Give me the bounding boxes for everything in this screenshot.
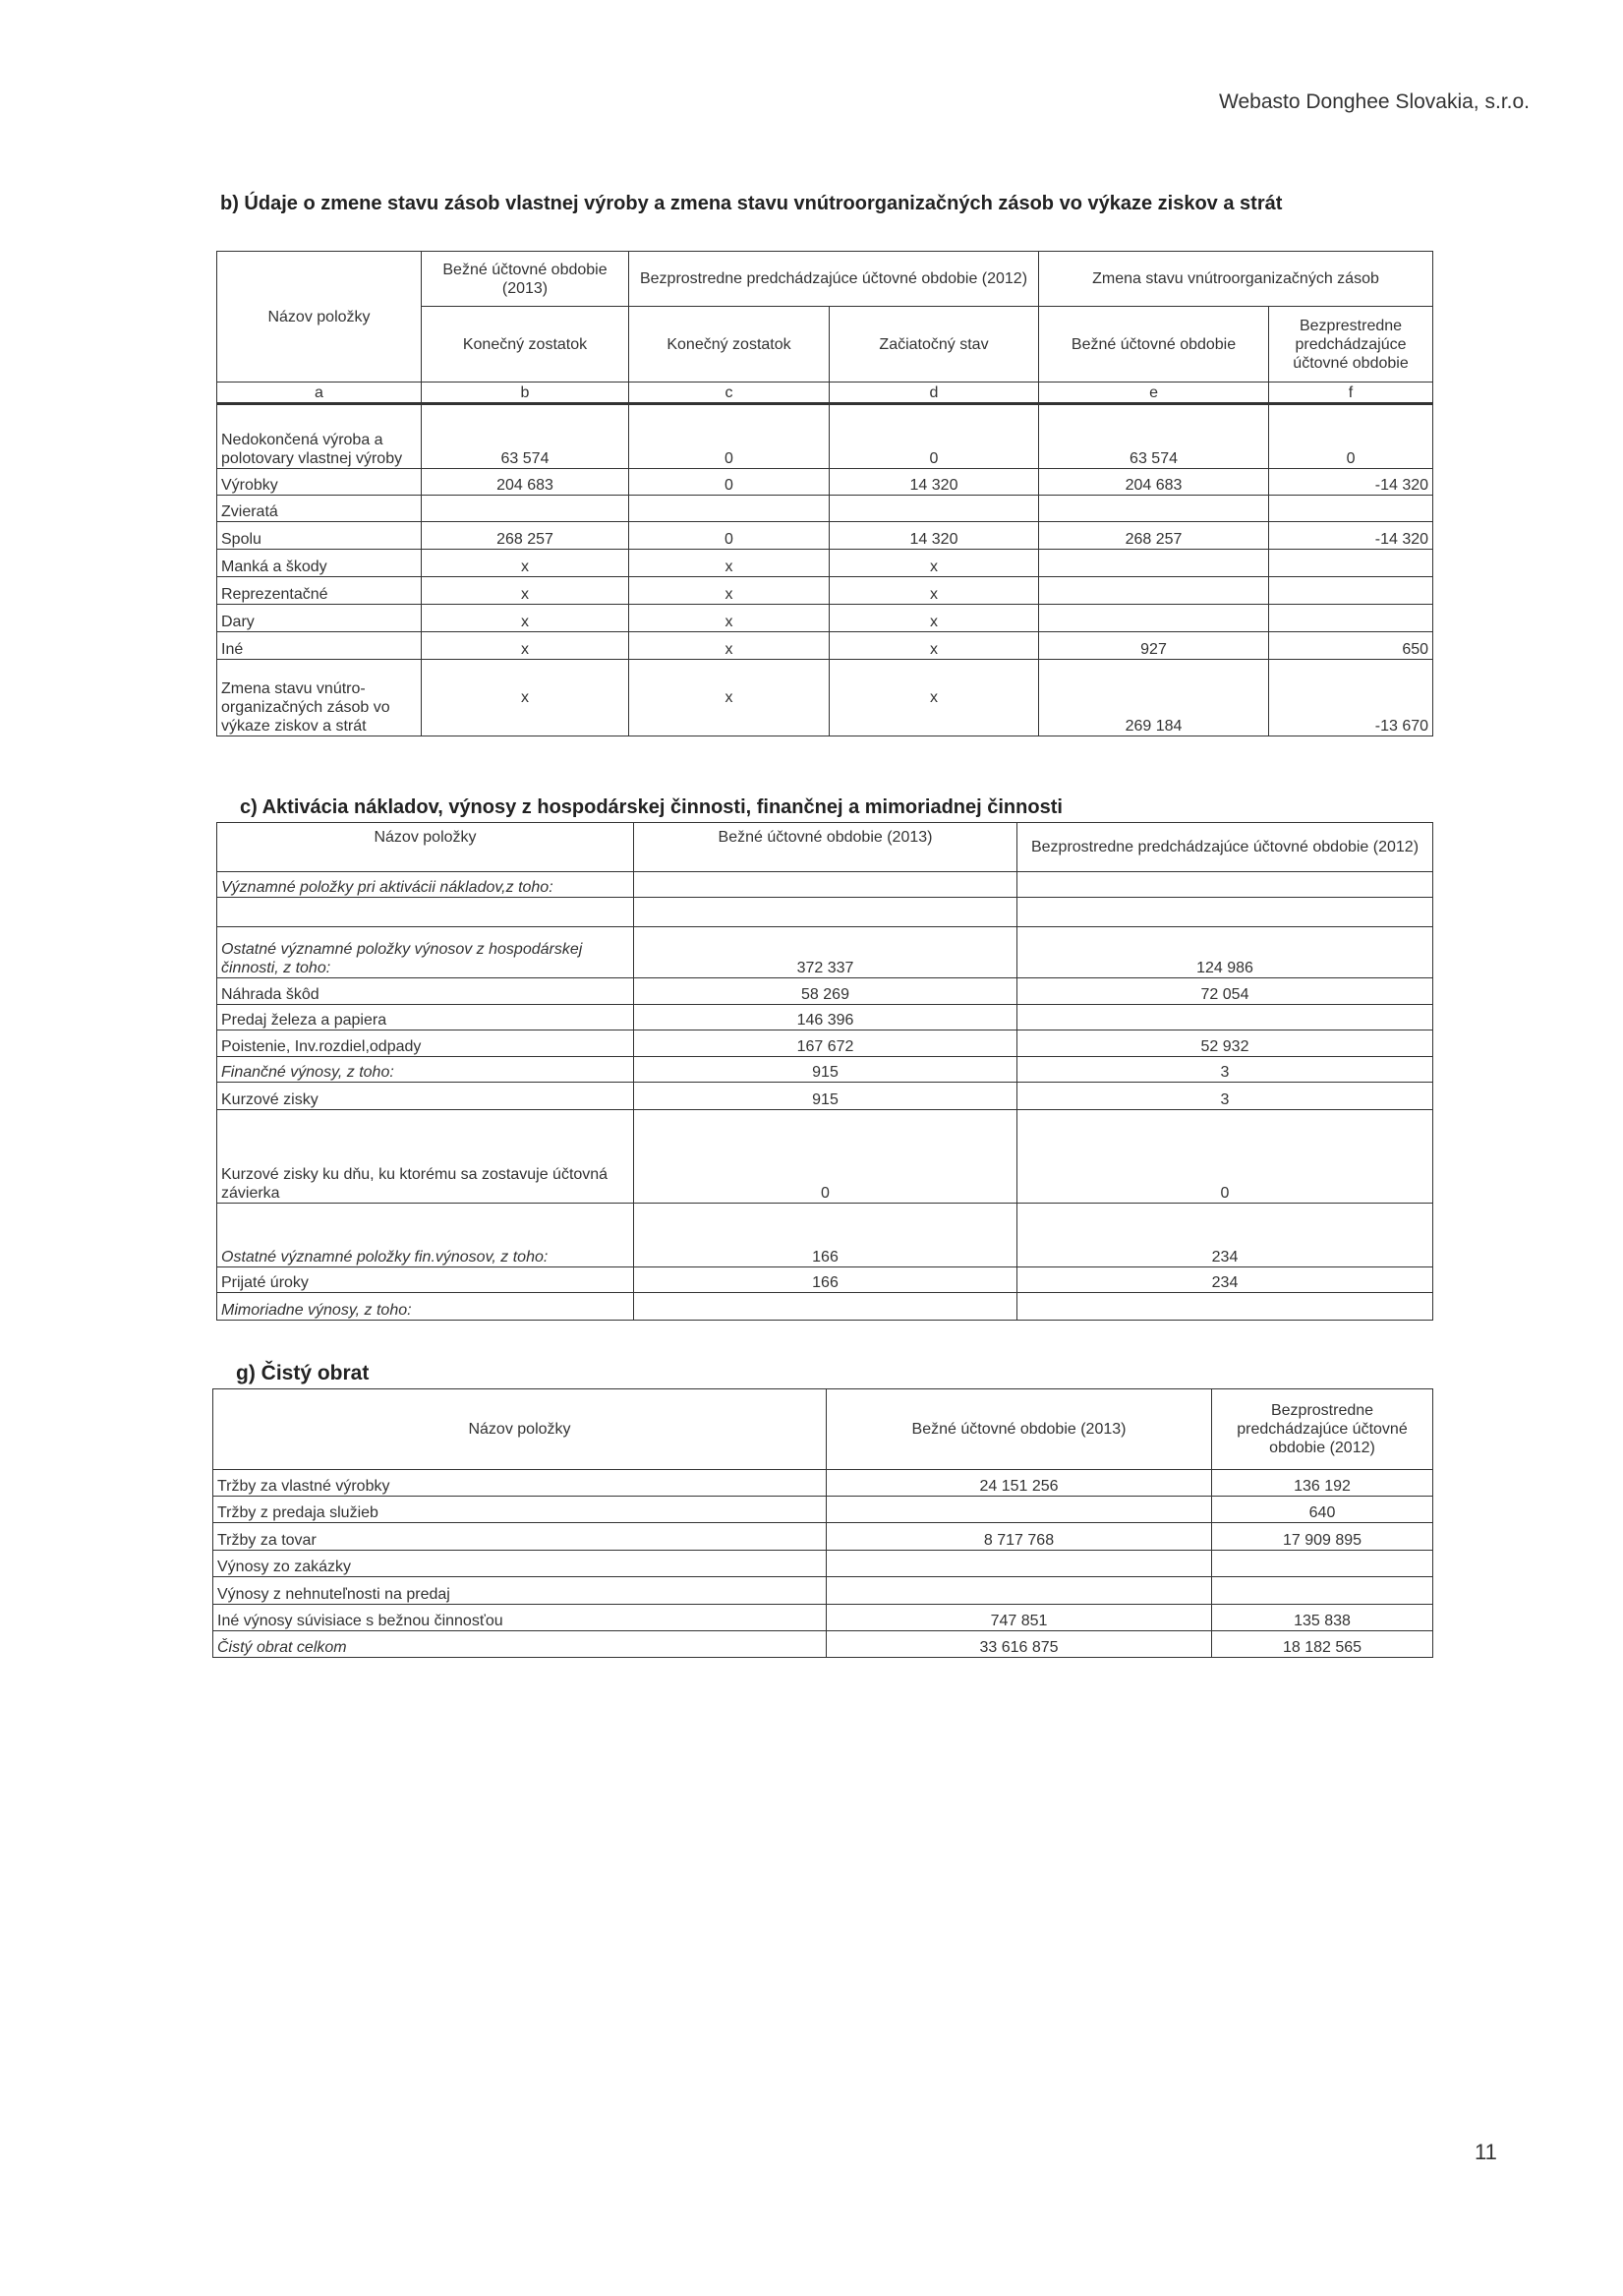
cell-e: 268 257 bbox=[1039, 522, 1269, 550]
row-name: Nedokončená výroba a polotovary vlastnej výroby bbox=[217, 404, 422, 469]
header-change: Zmena stavu vnútroorganizačných zásob bbox=[1039, 252, 1433, 307]
income-table bbox=[216, 822, 1433, 1321]
header-opening-balance: Začiatočný stav bbox=[830, 307, 1039, 383]
table-row bbox=[213, 1523, 1433, 1551]
cell-current: 372 337 bbox=[634, 927, 1017, 978]
cell-e: 204 683 bbox=[1039, 469, 1269, 496]
cell-current: 915 bbox=[634, 1083, 1017, 1110]
column-letter: f bbox=[1269, 383, 1433, 404]
column-letter: b bbox=[422, 383, 629, 404]
table-row bbox=[217, 577, 1433, 605]
table-row bbox=[213, 1605, 1433, 1631]
table-row bbox=[213, 1497, 1433, 1523]
row-name: Náhrada škôd bbox=[217, 978, 634, 1005]
cell-d: x bbox=[830, 660, 1039, 736]
cell-f: -14 320 bbox=[1269, 522, 1433, 550]
cell-b: x bbox=[422, 660, 629, 736]
row-name: Ostatné významné položky fin.výnosov, z toho: bbox=[217, 1204, 634, 1267]
cell-b: 63 574 bbox=[422, 404, 629, 469]
cell-prev bbox=[1017, 1005, 1433, 1030]
row-name: Iné výnosy súvisiace s bežnou činnosťou bbox=[213, 1605, 827, 1631]
row-name: Výrobky bbox=[217, 469, 422, 496]
cell-prev: 640 bbox=[1212, 1497, 1433, 1523]
row-name: Dary bbox=[217, 605, 422, 632]
header-change-prev: Bezprestredne predchádzajúce účtovné obdobie bbox=[1269, 307, 1433, 383]
cell-c: 0 bbox=[629, 404, 830, 469]
header-final-balance-c: Konečný zostatok bbox=[629, 307, 830, 383]
table-row bbox=[217, 927, 1433, 978]
cell-prev: 17 909 895 bbox=[1212, 1523, 1433, 1551]
cell-prev: 52 932 bbox=[1017, 1030, 1433, 1057]
cell-prev: 3 bbox=[1017, 1057, 1433, 1083]
cell-current: 167 672 bbox=[634, 1030, 1017, 1057]
cell-d: x bbox=[830, 632, 1039, 660]
cell-c: 0 bbox=[629, 469, 830, 496]
cell-f: 0 bbox=[1269, 404, 1433, 469]
cell-f bbox=[1269, 577, 1433, 605]
cell-prev bbox=[1017, 898, 1433, 927]
cell-f bbox=[1269, 605, 1433, 632]
row-name: Výnosy z nehnuteľnosti na predaj bbox=[213, 1577, 827, 1605]
cell-c: 0 bbox=[629, 522, 830, 550]
header-final-balance-b: Konečný zostatok bbox=[422, 307, 629, 383]
row-name: Reprezentačné bbox=[217, 577, 422, 605]
section-c-title: c) Aktivácia nákladov, výnosy z hospodárskej činnosti, finančnej a mimoriadnej činnosti bbox=[240, 796, 1063, 818]
company-name: Webasto Donghee Slovakia, s.r.o. bbox=[1219, 90, 1530, 113]
cell-d: 14 320 bbox=[830, 469, 1039, 496]
table-row bbox=[217, 660, 1433, 736]
cell-c: x bbox=[629, 632, 830, 660]
cell-prev: 234 bbox=[1017, 1204, 1433, 1267]
cell-prev bbox=[1017, 1293, 1433, 1321]
table-row bbox=[213, 1470, 1433, 1497]
cell-current: 166 bbox=[634, 1204, 1017, 1267]
cell-f: -14 320 bbox=[1269, 469, 1433, 496]
table-row bbox=[217, 1110, 1433, 1204]
cell-d: x bbox=[830, 577, 1039, 605]
row-name: Mimoriadne výnosy, z toho: bbox=[217, 1293, 634, 1321]
cell-current bbox=[827, 1577, 1212, 1605]
cell-prev bbox=[1017, 872, 1433, 898]
cell-e: 63 574 bbox=[1039, 404, 1269, 469]
cell-d bbox=[830, 496, 1039, 522]
header-current: Bežné účtovné obdobie (2013) bbox=[827, 1389, 1212, 1470]
header-change-current: Bežné účtovné obdobie bbox=[1039, 307, 1269, 383]
table-row bbox=[217, 898, 1433, 927]
inventory-change-table bbox=[216, 251, 1433, 736]
cell-prev: 124 986 bbox=[1017, 927, 1433, 978]
cell-f bbox=[1269, 496, 1433, 522]
cell-e bbox=[1039, 496, 1269, 522]
cell-prev: 18 182 565 bbox=[1212, 1631, 1433, 1658]
cell-f: 650 bbox=[1269, 632, 1433, 660]
row-name: Poistenie, Inv.rozdiel,odpady bbox=[217, 1030, 634, 1057]
row-name: Čistý obrat celkom bbox=[213, 1631, 827, 1658]
cell-f bbox=[1269, 550, 1433, 577]
cell-e: 927 bbox=[1039, 632, 1269, 660]
cell-current: 166 bbox=[634, 1267, 1017, 1293]
header-name: Názov položky bbox=[217, 252, 422, 383]
table-row bbox=[217, 469, 1433, 496]
header-current: Bežné účtovné obdobie (2013) bbox=[634, 823, 1017, 872]
cell-current: 915 bbox=[634, 1057, 1017, 1083]
table-row bbox=[217, 872, 1433, 898]
row-name: Tržby z predaja služieb bbox=[213, 1497, 827, 1523]
cell-d: 0 bbox=[830, 404, 1039, 469]
cell-d: x bbox=[830, 605, 1039, 632]
cell-current bbox=[634, 1293, 1017, 1321]
cell-prev: 3 bbox=[1017, 1083, 1433, 1110]
net-turnover-table bbox=[212, 1388, 1433, 1658]
column-letter: a bbox=[217, 383, 422, 404]
cell-b: x bbox=[422, 550, 629, 577]
header-current-period: Bežné účtovné obdobie (2013) bbox=[422, 252, 629, 307]
header-prev-period: Bezprostredne predchádzajúce účtovné obdobie (2012) bbox=[629, 252, 1039, 307]
row-name: Spolu bbox=[217, 522, 422, 550]
row-name: Kurzové zisky bbox=[217, 1083, 634, 1110]
cell-c: x bbox=[629, 660, 830, 736]
table-row bbox=[217, 496, 1433, 522]
cell-c: x bbox=[629, 577, 830, 605]
table-row bbox=[213, 1577, 1433, 1605]
row-name: Predaj železa a papiera bbox=[217, 1005, 634, 1030]
cell-current: 24 151 256 bbox=[827, 1470, 1212, 1497]
row-name: Tržby za tovar bbox=[213, 1523, 827, 1551]
cell-b: 204 683 bbox=[422, 469, 629, 496]
cell-d: 14 320 bbox=[830, 522, 1039, 550]
cell-prev: 135 838 bbox=[1212, 1605, 1433, 1631]
row-name: Tržby za vlastné výrobky bbox=[213, 1470, 827, 1497]
table-row bbox=[217, 605, 1433, 632]
row-name: Finančné výnosy, z toho: bbox=[217, 1057, 634, 1083]
cell-b: x bbox=[422, 605, 629, 632]
cell-c: x bbox=[629, 550, 830, 577]
cell-b: 268 257 bbox=[422, 522, 629, 550]
section-g-title: g) Čistý obrat bbox=[236, 1362, 370, 1384]
cell-current bbox=[634, 872, 1017, 898]
header-prev: Bezprostredne predchádzajúce účtovné obdobie (2012) bbox=[1212, 1389, 1433, 1470]
table-row bbox=[217, 1057, 1433, 1083]
cell-e: 269 184 bbox=[1039, 660, 1269, 736]
column-letter: e bbox=[1039, 383, 1269, 404]
cell-current: 8 717 768 bbox=[827, 1523, 1212, 1551]
table-row bbox=[217, 522, 1433, 550]
cell-prev: 234 bbox=[1017, 1267, 1433, 1293]
cell-c bbox=[629, 496, 830, 522]
cell-f: -13 670 bbox=[1269, 660, 1433, 736]
table-row bbox=[213, 1551, 1433, 1577]
cell-current: 146 396 bbox=[634, 1005, 1017, 1030]
row-name: Zmena stavu vnútro-organizačných zásob vo výkaze ziskov a strát bbox=[217, 660, 422, 736]
cell-e bbox=[1039, 577, 1269, 605]
cell-current bbox=[827, 1551, 1212, 1577]
cell-current: 58 269 bbox=[634, 978, 1017, 1005]
table-row bbox=[217, 1083, 1433, 1110]
cell-prev: 72 054 bbox=[1017, 978, 1433, 1005]
cell-current: 33 616 875 bbox=[827, 1631, 1212, 1658]
row-name: Zvieratá bbox=[217, 496, 422, 522]
row-name: Iné bbox=[217, 632, 422, 660]
table-row bbox=[217, 1030, 1433, 1057]
cell-prev bbox=[1212, 1551, 1433, 1577]
header-prev: Bezprostredne predchádzajúce účtovné obdobie (2012) bbox=[1017, 823, 1433, 872]
page-number: 11 bbox=[1475, 2140, 1497, 2164]
row-name: Manká a škody bbox=[217, 550, 422, 577]
table-row bbox=[217, 1267, 1433, 1293]
cell-current bbox=[827, 1497, 1212, 1523]
cell-prev: 136 192 bbox=[1212, 1470, 1433, 1497]
table-row bbox=[217, 632, 1433, 660]
table-row bbox=[217, 550, 1433, 577]
cell-c: x bbox=[629, 605, 830, 632]
cell-current: 0 bbox=[634, 1110, 1017, 1204]
section-b-title: b) Údaje o zmene stavu zásob vlastnej výroby a zmena stavu vnútroorganizačných zásob vo výkaze ziskov a strát bbox=[220, 193, 1283, 214]
cell-b: x bbox=[422, 632, 629, 660]
row-name: Výnosy zo zakázky bbox=[213, 1551, 827, 1577]
column-letter: d bbox=[830, 383, 1039, 404]
column-letter: c bbox=[629, 383, 830, 404]
cell-d: x bbox=[830, 550, 1039, 577]
cell-b bbox=[422, 496, 629, 522]
table-row bbox=[217, 978, 1433, 1005]
header-name: Názov položky bbox=[217, 823, 634, 872]
row-name: Kurzové zisky ku dňu, ku ktorému sa zostavuje účtovná závierka bbox=[217, 1110, 634, 1204]
row-name: Prijaté úroky bbox=[217, 1267, 634, 1293]
table-row bbox=[217, 1005, 1433, 1030]
row-name: Ostatné významné položky výnosov z hospodárskej činnosti, z toho: bbox=[217, 927, 634, 978]
cell-prev: 0 bbox=[1017, 1110, 1433, 1204]
table-row bbox=[213, 1631, 1433, 1658]
row-name bbox=[217, 898, 634, 927]
header-name: Názov položky bbox=[213, 1389, 827, 1470]
row-name: Významné položky pri aktivácii nákladov,z toho: bbox=[217, 872, 634, 898]
cell-e bbox=[1039, 550, 1269, 577]
cell-prev bbox=[1212, 1577, 1433, 1605]
table-row bbox=[217, 1293, 1433, 1321]
cell-current bbox=[634, 898, 1017, 927]
cell-b: x bbox=[422, 577, 629, 605]
cell-e bbox=[1039, 605, 1269, 632]
table-row bbox=[217, 404, 1433, 469]
table-row bbox=[217, 1204, 1433, 1267]
cell-current: 747 851 bbox=[827, 1605, 1212, 1631]
